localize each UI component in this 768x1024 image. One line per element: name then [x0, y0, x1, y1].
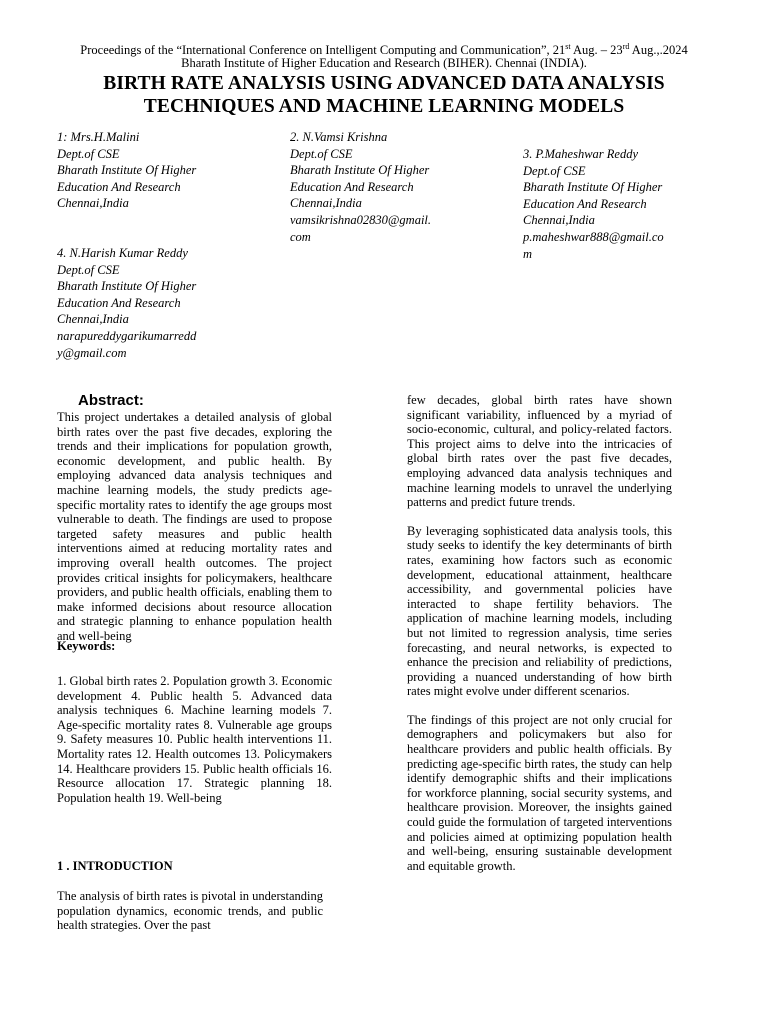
- author-email: p.maheshwar888@gmail.co: [523, 229, 664, 244]
- keywords-heading: Keywords:: [57, 639, 116, 653]
- right-column: [407, 393, 672, 873]
- author-email: vamsikrishna02830@gmail.: [290, 212, 432, 227]
- author-institution: Bharath Institute Of Higher: [57, 279, 197, 294]
- author-institution: Bharath Institute Of Higher: [523, 180, 663, 195]
- author-name: 2. N.Vamsi Krishna: [290, 130, 388, 144]
- author-email: com: [290, 229, 311, 244]
- header-superscript: rd: [622, 41, 630, 51]
- author-institution: Bharath Institute Of Higher: [57, 163, 197, 178]
- author-email: narapureddygarikumarredd: [57, 328, 197, 343]
- author-dept: Dept.of CSE: [57, 262, 120, 277]
- author-dept: Dept.of CSE: [57, 146, 120, 161]
- header-superscript: st: [565, 41, 571, 51]
- abstract-body: [57, 410, 332, 644]
- author-institution: Education And Research: [290, 179, 414, 194]
- abstract-text: This project undertakes a detailed analysis of global birth rates over the past five decades, exploring the trends and their implications for population growth, economic development, and public health. By employing advanced data analysis techniques and machine learning models, the study predicts age-specific mortality rates to identify the age groups most vulnerable to death. The findings are used to propose targeted safety measures and public health interventions aimed at reducing mortality rates and improving overall health outcomes. The project provides critical insights for policymakers, healthcare providers, and public health officials, enabling them to make informed decisions about resource allocation and strategic planning to enhance population health and well-being: [57, 410, 332, 643]
- right-column-paragraph: few decades, global birth rates have shown significant variability, influenced by a myriad of socio-economic, cultural, and policy-related factors. This project aims to delve into the intricacies of global birth rates over the past five decades, employing advanced data analysis techniques and machine learning models to unravel the underlying patterns and predict future trends.: [407, 393, 672, 510]
- institution-header: Bharath Institute of Higher Education and Research (BIHER). Chennai (INDIA).: [181, 56, 587, 70]
- keywords-body: [57, 674, 332, 805]
- author-dept: Dept.of CSE: [290, 146, 353, 161]
- author-location: Chennai,India: [523, 213, 595, 228]
- introduction-heading: 1 . INTRODUCTION: [57, 859, 173, 873]
- header-text: Proceedings of the “International Conference on Intelligent Computing and Communication”, 21: [80, 43, 566, 57]
- author-institution: Education And Research: [523, 196, 647, 211]
- introduction-body: [57, 889, 323, 933]
- author-name: 4. N.Harish Kumar Reddy: [57, 246, 188, 260]
- abstract-heading: Abstract:: [78, 392, 144, 409]
- author-institution: Education And Research: [57, 295, 181, 310]
- author-name: 3. P.Maheshwar Reddy: [523, 147, 639, 161]
- header-text: Aug. – 23: [570, 43, 623, 57]
- author-dept: Dept.of CSE: [523, 163, 586, 178]
- author-block-2: [290, 129, 431, 245]
- author-email: y@gmail.com: [57, 345, 127, 360]
- author-location: Chennai,India: [57, 312, 129, 327]
- author-block-4: [57, 245, 196, 361]
- right-column-paragraph: The findings of this project are not only crucial for demographers and policymakers but also for healthcare providers and public health officials. By predicting age-specific birth rates, the study can help identify demographic shifts and their implications for workforce planning, social security systems, and healthcare provision. Moreover, the insights gained could guide the formulation of targeted interventions and policies aimed at optimizing population health and well-being, ensuring sustainable development and equitable growth.: [407, 712, 672, 873]
- author-name: 1: Mrs.H.Malini: [57, 130, 140, 144]
- title-line: TECHNIQUES AND MACHINE LEARNING MODELS: [143, 96, 625, 117]
- author-location: Chennai,India: [290, 196, 362, 211]
- author-email: m: [523, 246, 533, 261]
- keywords-text: 1. Global birth rates 2. Population growth 3. Economic development 4. Public health 5. Advanced data analysis techniques 6. Machine learning models 7. Age-specific mortality rates 8. Vulnerable age groups 9. Safety measures 10. Public health interventions 11. Mortality rates 12. Health outcomes 13. Policymakers 14. Healthcare providers 15. Public health officials 16. Resource allocation 17. Strategic planning 18. Population health 19. Well-being: [57, 674, 332, 805]
- title-line: BIRTH RATE ANALYSIS USING ADVANCED DATA ANALYSIS: [103, 73, 665, 94]
- introduction-paragraph: The analysis of birth rates is pivotal in understanding population dynamics, economic trends, and public health strategies. Over the past: [57, 889, 323, 933]
- author-block-3: [523, 146, 664, 262]
- right-column-paragraph: By leveraging sophisticated data analysis tools, this study seeks to identify the key determinants of birth rates, examining how factors such as economic development, educational attainment, healthcare accessibility, and governmental policies have interacted to shape fertility behaviors. The application of machine learning models, including but not limited to regression analysis, time series forecasting, and neural networks, is expected to enhance the precision and reliability of predictions, providing a nuanced understanding of how birth rates might evolve under different scenarios.: [407, 523, 672, 699]
- author-location: Chennai,India: [57, 196, 129, 211]
- header-text: Aug.,.2024: [629, 43, 688, 57]
- author-institution: Bharath Institute Of Higher: [290, 163, 430, 178]
- author-institution: Education And Research: [57, 179, 181, 194]
- paper-title: [30, 72, 738, 118]
- author-block-1: [57, 129, 196, 212]
